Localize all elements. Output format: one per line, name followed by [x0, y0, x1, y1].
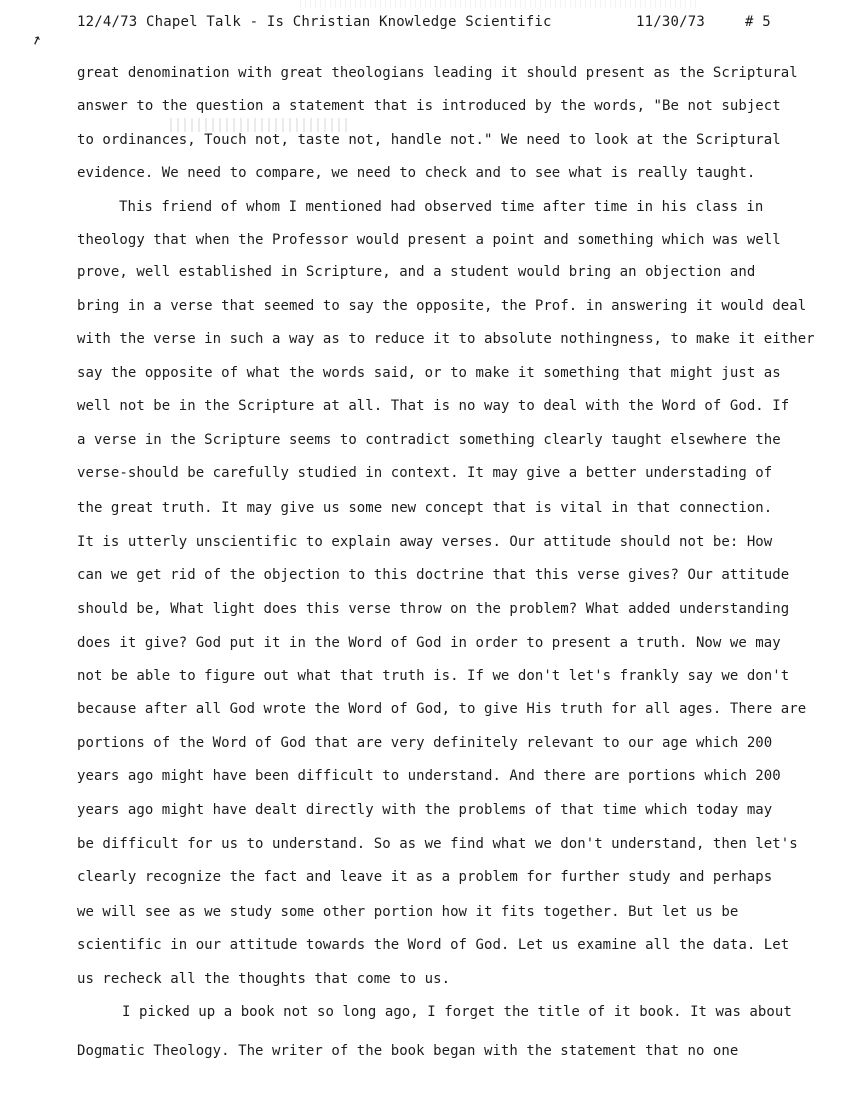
text-line: can we get rid of the objection to this doctrine that this verse gives? Our attitude: [77, 567, 790, 583]
text-line: not be able to figure out what that truth is. If we don't let's frankly say we don't: [77, 668, 790, 684]
pen-mark-icon: ↗: [28, 27, 44, 50]
text-line: be difficult for us to understand. So as we find what we don't understand, then let's: [77, 836, 798, 852]
header-date: 11/30/73: [636, 14, 706, 30]
faint-handwriting: [170, 118, 350, 132]
header-title: 12/4/73 Chapel Talk - Is Christian Knowledge Scientific: [77, 14, 552, 30]
text-line: portions of the Word of God that are very definitely relevant to our age which 200: [77, 735, 773, 751]
text-line: say the opposite of what the words said, or to make it something that might just as: [77, 365, 781, 381]
page-header: [0, 14, 846, 38]
text-line: should be, What light does this verse throw on the problem? What added understanding: [77, 601, 790, 617]
text-line: with the verse in such a way as to reduce it to absolute nothingness, to make it either: [77, 331, 815, 347]
text-line: evidence. We need to compare, we need to check and to see what is really taught.: [77, 165, 756, 181]
text-line: prove, well established in Scripture, and a student would bring an objection and: [77, 264, 756, 280]
text-line: It is utterly unscientific to explain away verses. Our attitude should not be: How: [77, 534, 773, 550]
text-line: us recheck all the thoughts that come to us.: [77, 971, 451, 987]
text-line: well not be in the Scripture at all. That is no way to deal with the Word of God. If: [77, 398, 790, 414]
text-line: theology that when the Professor would present a point and something which was well: [77, 232, 781, 248]
header-page-number: # 5: [745, 14, 771, 30]
text-line: does it give? God put it in the Word of God in order to present a truth. Now we may: [77, 635, 781, 651]
text-line: years ago might have been difficult to understand. And there are portions which 200: [77, 768, 781, 784]
text-line: great denomination with great theologians leading it should present as the Scriptural: [77, 65, 798, 81]
text-line: years ago might have dealt directly with the problems of that time which today may: [77, 802, 773, 818]
text-line: because after all God wrote the Word of God, to give His truth for all ages. There are: [77, 701, 807, 717]
paragraph-start-line: This friend of whom I mentioned had observed time after time in his class in: [119, 199, 764, 215]
text-line: clearly recognize the fact and leave it as a problem for further study and perhaps: [77, 869, 773, 885]
paragraph-start-line: I picked up a book not so long ago, I forget the title of it book. It was about: [122, 1004, 792, 1020]
scan-speckle: [300, 0, 700, 8]
text-line: bring in a verse that seemed to say the opposite, the Prof. in answering it would deal: [77, 298, 807, 314]
text-line: scientific in our attitude towards the Word of God. Let us examine all the data. Let: [77, 937, 790, 953]
text-line: a verse in the Scripture seems to contradict something clearly taught elsewhere the: [77, 432, 781, 448]
text-line: Dogmatic Theology. The writer of the book began with the statement that no one: [77, 1043, 739, 1059]
text-line: answer to the question a statement that is introduced by the words, "Be not subject: [77, 98, 781, 114]
text-line: we will see as we study some other portion how it fits together. But let us be: [77, 904, 739, 920]
text-line: to ordinances, Touch not, taste not, handle not." We need to look at the Scriptural: [77, 132, 781, 148]
text-line: verse-should be carefully studied in context. It may give a better understading of: [77, 465, 773, 481]
text-line: the great truth. It may give us some new concept that is vital in that connection.: [77, 500, 773, 516]
